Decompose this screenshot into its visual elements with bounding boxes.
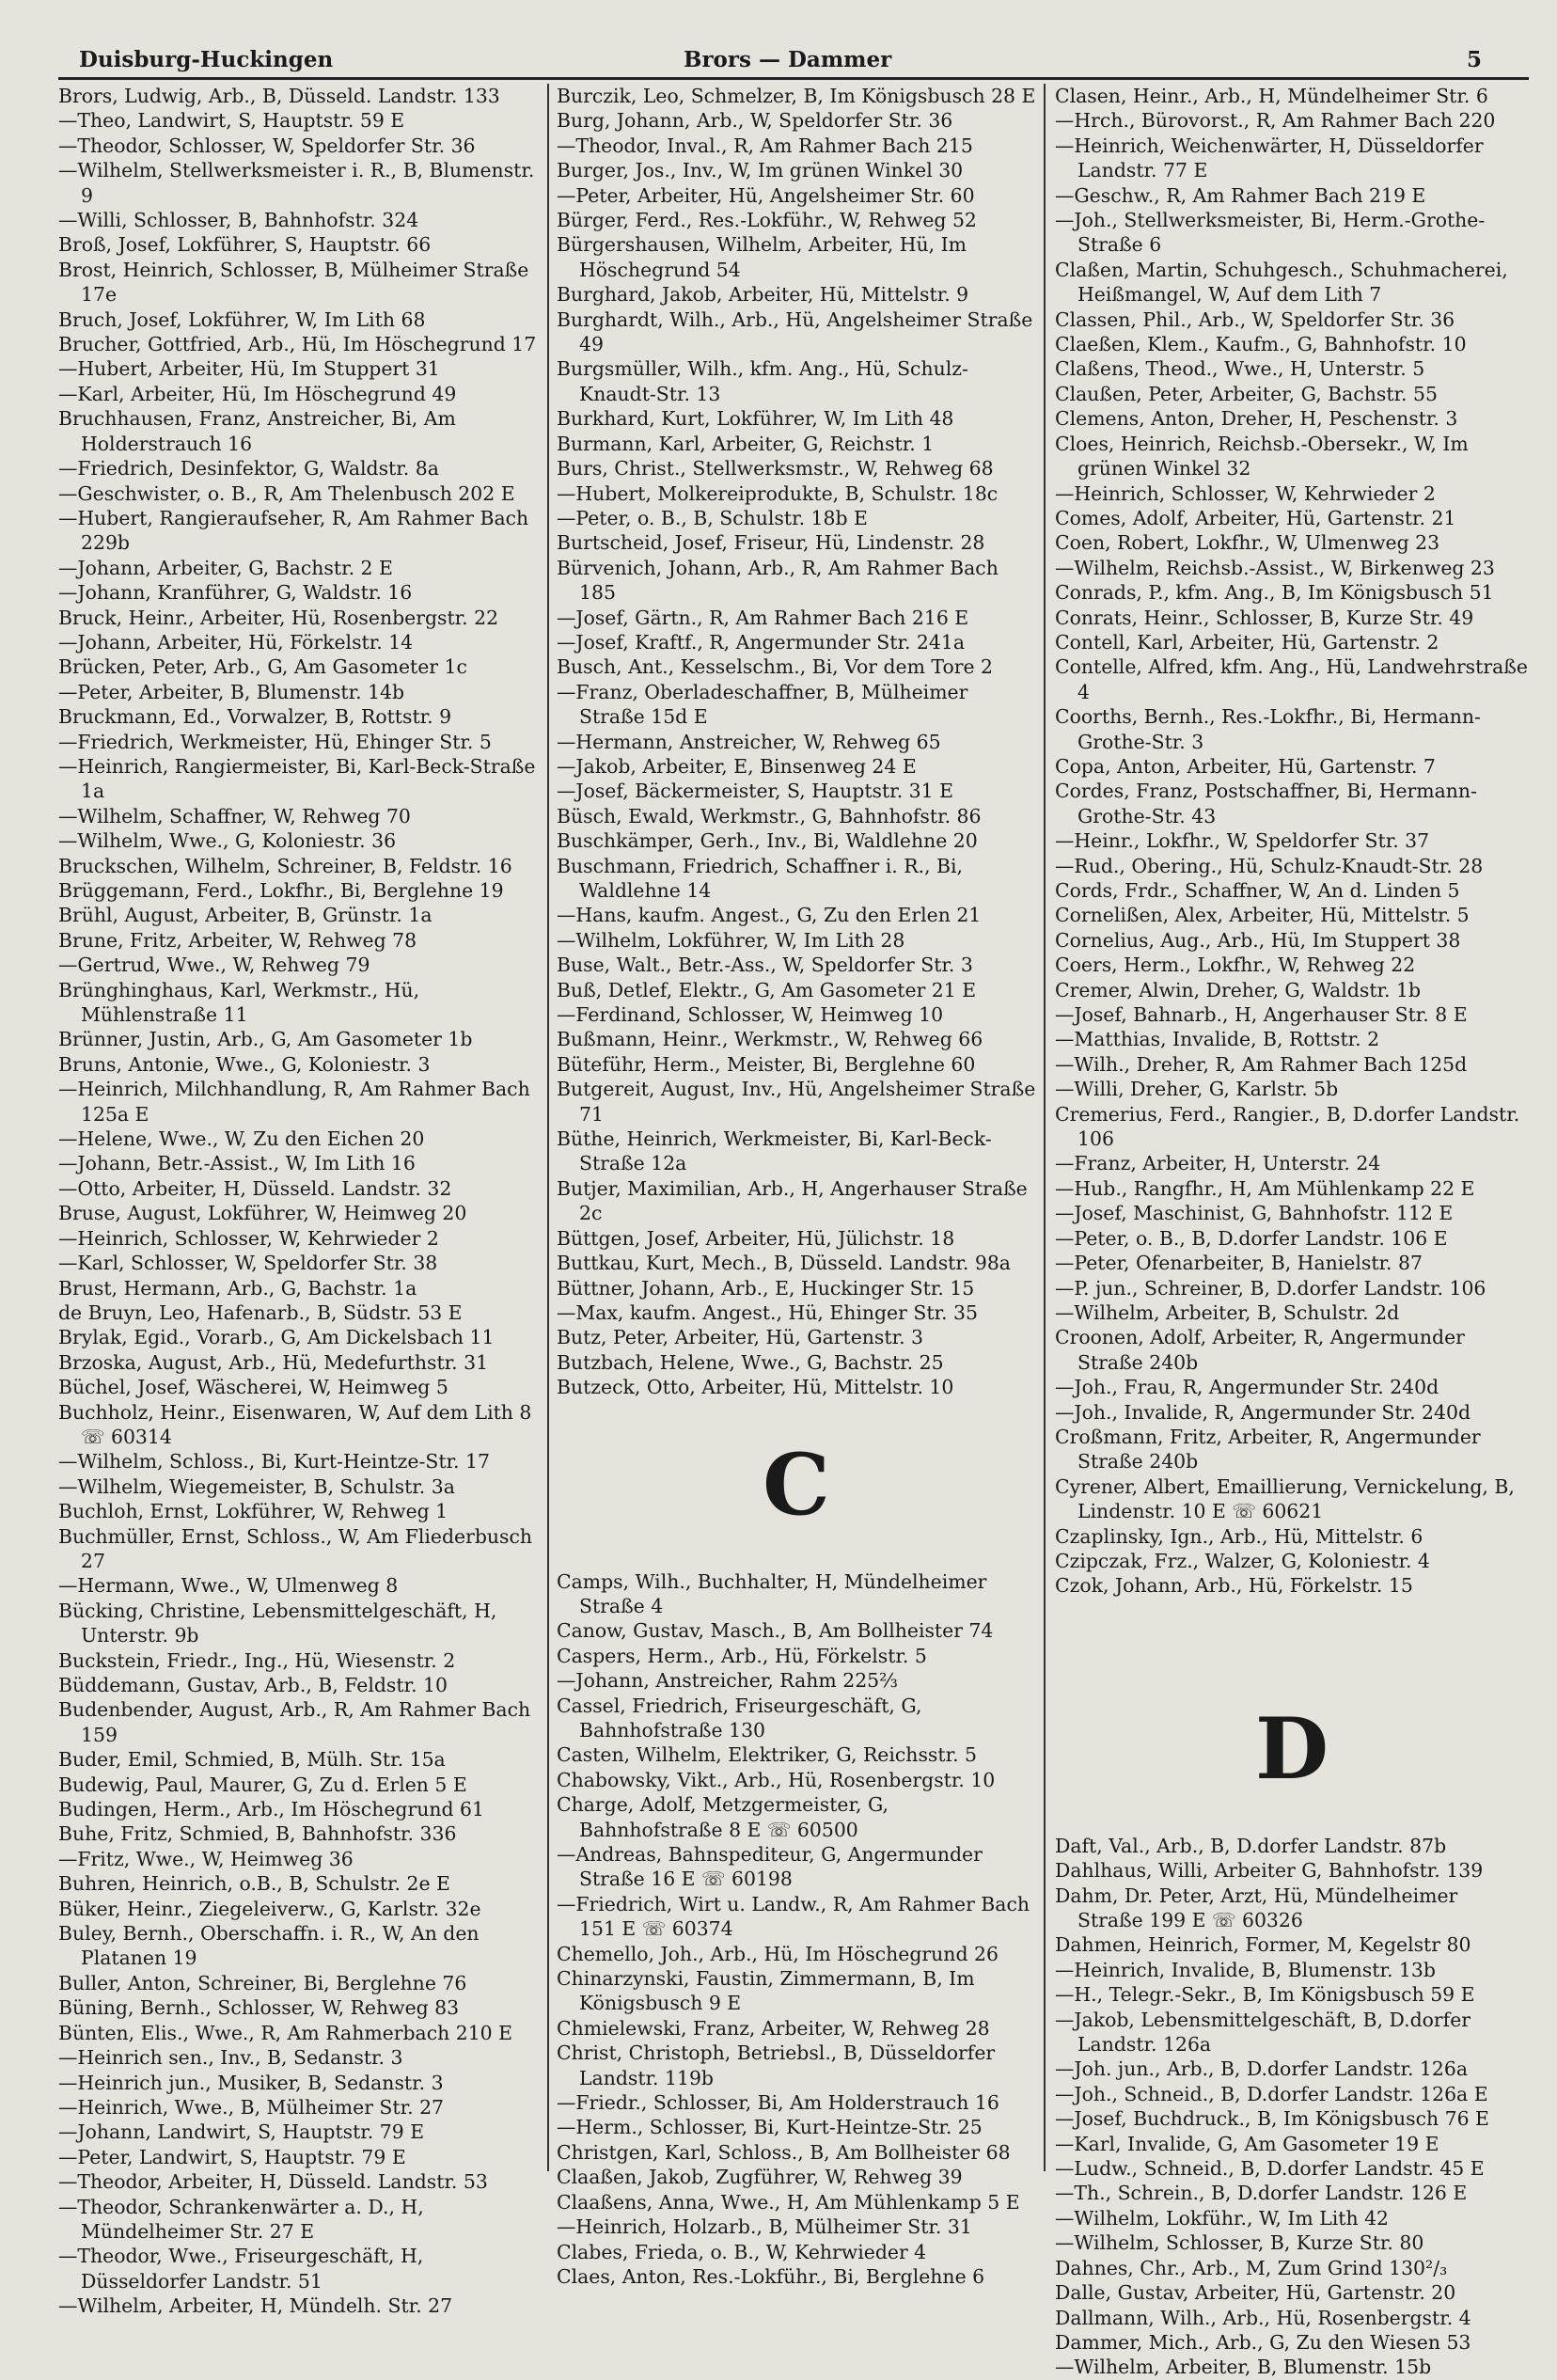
directory-entry: —Josef, Kraftf., R, Angermunder Str. 241a: [557, 630, 965, 654]
directory-entry: Cords, Frdr., Schaffner, W, An d. Linden 5: [1055, 879, 1460, 902]
directory-entry: Burkhard, Kurt, Lokführer, W, Im Lith 48: [557, 407, 954, 431]
directory-entry: Cornelius, Aug., Arb., Hü, Im Stuppert 38: [1055, 928, 1461, 952]
directory-entry: —Wilhelm, Schaffner, W, Rehweg 70: [58, 804, 411, 827]
directory-entry: —Joh., Schneid., B, D.dorfer Landstr. 126a E: [1055, 2082, 1488, 2105]
directory-entry: —Hrch., Bürovorst., R, Am Rahmer Bach 220: [1055, 109, 1496, 133]
directory-entry: Claßens, Theod., Wwe., H, Unterstr. 5: [1055, 357, 1425, 381]
directory-entry: Brust, Hermann, Arb., G, Bachstr. 1a: [58, 1276, 417, 1300]
directory-entry: Christgen, Karl, Schloss., B, Am Bollheister 68: [557, 2140, 1011, 2164]
directory-entry: —Hubert, Arbeiter, Hü, Im Stuppert 31: [58, 357, 440, 381]
directory-entry: Bruckschen, Wilhelm, Schreiner, B, Feldstr. 16: [58, 854, 512, 877]
directory-entry: —Willi, Dreher, G, Karlstr. 5b: [1055, 1078, 1339, 1101]
directory-entry: —Theodor, Inval., R, Am Rahmer Bach 215: [557, 134, 973, 157]
directory-entry: —Wilhelm, Lokführ., W, Im Lith 42: [1055, 2206, 1390, 2230]
directory-entry: —Franz, Arbeiter, H, Unterstr. 24: [1055, 1152, 1381, 1175]
directory-entry: —Heinrich, Wwe., B, Mülheimer Str. 27: [58, 2095, 445, 2119]
directory-entry: Brors, Ludwig, Arb., B, Düsseld. Landstr. 133: [58, 85, 500, 107]
directory-entry: Cordes, Franz, Postschaffner, Bi, Hermann-Grothe-Str. 43: [1055, 780, 1477, 827]
directory-entry: Brucher, Gottfried, Arb., Hü, Im Höschegrund 17: [58, 333, 537, 356]
directory-entry: Brylak, Egid., Vorarb., G, Am Dickelsbach 11: [58, 1326, 495, 1349]
directory-entry: Clemens, Anton, Dreher, H, Peschenstr. 3: [1055, 407, 1458, 431]
directory-entry: —Willi, Schlosser, B, Bahnhofstr. 324: [58, 209, 419, 232]
directory-entry: Buschmann, Friedrich, Schaffner i. R., Bi, Waldlehne 14: [557, 854, 964, 902]
directory-entry: Burs, Christ., Stellwerksmstr., W, Rehweg 68: [557, 457, 994, 481]
directory-entry: —Josef, Gärtn., R, Am Rahmer Bach 216 E: [557, 606, 969, 629]
directory-entry: —Wilhelm, Reichsb.-Assist., W, Birkenweg 23: [1055, 556, 1495, 579]
directory-entry: Daft, Val., Arb., B, D.dorfer Landstr. 87b: [1055, 1834, 1447, 1857]
directory-entry: —Heinrich jun., Musiker, B, Sedanstr. 3: [58, 2071, 444, 2094]
directory-entry: —Jakob, Arbeiter, E, Binsenweg 24 E: [557, 754, 917, 778]
directory-entry: Chmielewski, Franz, Arbeiter, W, Rehweg 28: [557, 2016, 990, 2040]
directory-entry: Bücking, Christine, Lebensmittelgeschäft, H, Unterstr. 9b: [58, 1599, 497, 1647]
directory-entry: —Peter, Arbeiter, Hü, Angelsheimer Str. 60: [557, 183, 975, 207]
directory-entry: Coen, Robert, Lokfhr., W, Ulmenweg 23: [1055, 531, 1440, 555]
column-2: [547, 84, 1044, 2288]
entry-list-c: [557, 1569, 1036, 2290]
directory-entry: Bünten, Elis., Wwe., R, Am Rahmerbach 210 E: [58, 2021, 513, 2044]
directory-entry: —Ferdinand, Schlosser, W, Heimweg 10: [557, 1003, 944, 1027]
directory-entry: —Helene, Wwe., W, Zu den Eichen 20: [58, 1127, 425, 1151]
directory-entry: Classen, Phil., Arb., W, Speldorfer Str. 36: [1055, 307, 1455, 331]
entry-list-d: [1055, 1834, 1529, 2380]
directory-entry: Bruse, August, Lokführer, W, Heimweg 20: [58, 1202, 467, 1225]
directory-entry: Conrads, P., kfm. Ang., B, Im Königsbusch 51: [1055, 581, 1494, 605]
directory-entry: —Friedr., Schlosser, Bi, Am Holderstrauch 16: [557, 2091, 999, 2115]
directory-entry: —Heinrich, Weichenwärter, H, Düsseldorfer Landstr. 77 E: [1055, 134, 1484, 182]
directory-entry: Dahnes, Chr., Arb., M, Zum Grind 130²/₃: [1055, 2256, 1448, 2279]
directory-entry: Coers, Herm., Lokfhr., W, Rehweg 22: [1055, 954, 1416, 977]
directory-entry: Dahm, Dr. Peter, Arzt, Hü, Mündelheimer Straße 199 E ☏ 60326: [1055, 1884, 1458, 1931]
directory-entry: Buckstein, Friedr., Ing., Hü, Wiesenstr. 2: [58, 1648, 456, 1672]
directory-entry: Cremerius, Ferd., Rangier., B, D.dorfer Landstr. 106: [1055, 1102, 1520, 1151]
directory-entry: —Josef, Bäckermeister, S, Hauptstr. 31 E: [557, 780, 953, 803]
directory-entry: —Theo, Landwirt, S, Hauptstr. 59 E: [58, 109, 405, 133]
directory-entry: —Theodor, Arbeiter, H, Düsseld. Landstr. 53: [58, 2170, 488, 2194]
directory-entry: —Max, kaufm. Angest., Hü, Ehinger Str. 35: [557, 1300, 978, 1324]
directory-entry: —Wilhelm, Arbeiter, B, Blumenstr. 15b: [1055, 2356, 1432, 2379]
directory-entry: —Johann, Arbeiter, G, Bachstr. 2 E: [58, 556, 393, 579]
directory-entry: —Hub., Rangfhr., H, Am Mühlenkamp 22 E: [1055, 1176, 1475, 1200]
directory-entry: —Wilhelm, Arbeiter, H, Mündelh. Str. 27: [58, 2294, 453, 2318]
directory-entry: Buchloh, Ernst, Lokführer, W, Rehweg 1: [58, 1500, 448, 1523]
directory-entry: —Heinrich, Schlosser, W, Kehrwieder 2: [58, 1226, 439, 1250]
entry-list: [58, 84, 540, 2319]
directory-entry: Buttkau, Kurt, Mech., B, Düsseld. Landstr. 98a: [557, 1252, 1011, 1275]
directory-entry: —Peter, o. B., B, Schulstr. 18b E: [557, 506, 868, 529]
directory-entry: —Peter, Landwirt, S, Hauptstr. 79 E: [58, 2145, 406, 2168]
directory-entry: Bruns, Antonie, Wwe., G, Koloniestr. 3: [58, 1052, 431, 1076]
directory-entry: Brzoska, August, Arb., Hü, Medefurthstr. 31: [58, 1350, 489, 1374]
directory-entry: Brune, Fritz, Arbeiter, W, Rehweg 78: [58, 928, 417, 952]
directory-entry: Comes, Adolf, Arbeiter, Hü, Gartenstr. 21: [1055, 506, 1456, 529]
directory-entry: —Josef, Maschinist, G, Bahnhofstr. 112 E: [1055, 1202, 1454, 1225]
column-3: [1044, 84, 1529, 2379]
directory-entry: —Johann, Anstreicher, Rahm 225⅔: [557, 1669, 898, 1693]
directory-entry: —Josef, Bahnarb., H, Angerhauser Str. 8 E: [1055, 1003, 1468, 1027]
directory-entry: Bürvenich, Johann, Arb., R, Am Rahmer Bach 185: [557, 556, 999, 605]
directory-entry: Budenbender, August, Arb., R, Am Rahmer Bach 159: [58, 1698, 531, 1746]
directory-entry: —Wilhelm, Arbeiter, B, Schulstr. 2d: [1055, 1300, 1400, 1324]
directory-entry: Claeßen, Klem., Kaufm., G, Bahnhofstr. 10: [1055, 333, 1467, 356]
directory-entry: —Johann, Betr.-Assist., W, Im Lith 16: [58, 1152, 416, 1175]
directory-entry: Brünghinghaus, Karl, Werkmstr., Hü, Mühlenstraße 11: [58, 978, 420, 1027]
directory-entry: Chabowsky, Vikt., Arb., Hü, Rosenbergstr. 10: [557, 1768, 996, 1791]
directory-entry: —Theodor, Schrankenwärter a. D., H, Mündelheimer Str. 27 E: [58, 2195, 424, 2243]
directory-entry: —Johann, Kranführer, G, Waldstr. 16: [58, 581, 413, 605]
directory-entry: Butz, Peter, Arbeiter, Hü, Gartenstr. 3: [557, 1326, 924, 1349]
directory-entry: —Heinrich, Rangiermeister, Bi, Karl-Beck-Straße 1a: [58, 754, 536, 803]
directory-entry: —Hubert, Rangieraufseher, R, Am Rahmer Bach 229b: [58, 506, 529, 555]
directory-entry: Bruck, Heinr., Arbeiter, Hü, Rosenbergstr. 22: [58, 606, 499, 629]
header-name-range: Brors — Dammer: [684, 47, 892, 72]
directory-entry: Butzeck, Otto, Arbeiter, Hü, Mittelstr. 10: [557, 1376, 954, 1399]
directory-entry: —Peter, o. B., B, D.dorfer Landstr. 106 E: [1055, 1226, 1448, 1250]
directory-entry: —Joh., Stellwerksmeister, Bi, Herm.-Grothe-Straße 6: [1055, 209, 1486, 257]
directory-entry: Czipczak, Frz., Walzer, G, Koloniestr. 4: [1055, 1549, 1430, 1572]
directory-entry: Buchmüller, Ernst, Schloss., W, Am Fliederbusch 27: [58, 1524, 533, 1572]
directory-entry: Dammer, Mich., Arb., G, Zu den Wiesen 53: [1055, 2330, 1471, 2354]
directory-entry: —Wilh., Dreher, R, Am Rahmer Bach 125d: [1055, 1052, 1468, 1076]
directory-entry: —Heinrich, Schlosser, W, Kehrwieder 2: [1055, 481, 1436, 505]
directory-entry: Büttgen, Josef, Arbeiter, Hü, Jülichstr. 18: [557, 1226, 955, 1250]
directory-entry: Buß, Detlef, Elektr., G, Am Gasometer 21 E: [557, 978, 977, 1001]
entry-list: [557, 84, 1036, 1400]
directory-entry: Chemello, Joh., Arb., Hü, Im Höschegrund 26: [557, 1942, 999, 1965]
directory-entry: Brühl, August, Arbeiter, B, Grünstr. 1a: [58, 904, 432, 927]
directory-entry: Burtscheid, Josef, Friseur, Hü, Lindenstr. 28: [557, 531, 985, 555]
directory-entry: Burgsmüller, Wilh., kfm. Ang., Hü, Schulz-Knaudt-Str. 13: [557, 357, 968, 405]
directory-entry: Clabes, Frieda, o. B., W, Kehrwieder 4: [557, 2240, 927, 2263]
directory-entry: Chinarzynski, Faustin, Zimmermann, B, Im Königsbusch 9 E: [557, 1967, 975, 2015]
directory-entry: Büchel, Josef, Wäscherei, W, Heimweg 5: [58, 1376, 448, 1399]
directory-entry: Butzbach, Helene, Wwe., G, Bachstr. 25: [557, 1350, 944, 1374]
directory-entry: Bruckmann, Ed., Vorwalzer, B, Rottstr. 9: [58, 705, 452, 729]
section-letter-c: C: [763, 1434, 830, 1535]
directory-entry: —Heinrich sen., Inv., B, Sedanstr. 3: [58, 2046, 403, 2070]
directory-entry: Contelle, Alfred, kfm. Ang., Hü, Landwehrstraße 4: [1055, 655, 1528, 703]
directory-entry: Butgereit, August, Inv., Hü, Angelsheimer Straße 71: [557, 1078, 1036, 1126]
directory-entry: —Friedrich, Desinfektor, G, Waldstr. 8a: [58, 457, 439, 481]
directory-entry: —Geschwister, o. B., R, Am Thelenbusch 202 E: [58, 481, 515, 505]
directory-entry: Cyrener, Albert, Emaillierung, Vernickelung, B, Lindenstr. 10 E ☏ 60621: [1055, 1474, 1515, 1523]
directory-entry: de Bruyn, Leo, Hafenarb., B, Südstr. 53 E: [58, 1300, 463, 1324]
directory-entry: Bürger, Ferd., Res.-Lokführ., W, Rehweg 52: [557, 209, 977, 232]
directory-entry: —Wilhelm, Wiegemeister, B, Schulstr. 3a: [58, 1474, 455, 1498]
directory-entry: Claußen, Peter, Arbeiter, G, Bachstr. 55: [1055, 382, 1438, 405]
directory-entry: —Friedrich, Werkmeister, Hü, Ehinger Str. 5: [58, 730, 492, 753]
directory-entry: —Joh., Invalide, R, Angermunder Str. 240d: [1055, 1400, 1471, 1424]
directory-entry: —Jakob, Lebensmittelgeschäft, B, D.dorfer Landstr. 126a: [1055, 2008, 1471, 2057]
directory-entry: —Fritz, Wwe., W, Heimweg 36: [58, 1847, 354, 1870]
directory-columns: [58, 84, 1529, 2379]
directory-entry: Claes, Anton, Res.-Lokführ., Bi, Berglehne 6: [557, 2264, 985, 2288]
directory-entry: Bruch, Josef, Lokführer, W, Im Lith 68: [58, 307, 426, 331]
directory-entry: Croßmann, Fritz, Arbeiter, R, Angermunder Straße 240b: [1055, 1425, 1481, 1474]
directory-entry: —Heinrich, Invalide, B, Blumenstr. 13b: [1055, 1958, 1436, 1981]
directory-entry: Brünner, Justin, Arb., G, Am Gasometer 1b: [58, 1028, 473, 1051]
directory-entry: —Herm., Schlosser, Bi, Kurt-Heintze-Str. 25: [557, 2116, 983, 2139]
directory-entry: —Hans, kaufm. Angest., G, Zu den Erlen 21: [557, 904, 982, 927]
directory-entry: —Andreas, Bahnspediteur, G, Angermunder Straße 16 E ☏ 60198: [557, 1843, 983, 1891]
directory-entry: Dalle, Gustav, Arbeiter, Hü, Gartenstr. 20: [1055, 2281, 1456, 2305]
directory-entry: —Hermann, Anstreicher, W, Rehweg 65: [557, 730, 941, 753]
directory-entry: Camps, Wilh., Buchhalter, H, Mündelheimer Straße 4: [557, 1569, 987, 1617]
directory-entry: —Wilhelm, Schlosser, B, Kurze Str. 80: [1055, 2231, 1424, 2255]
directory-entry: Dahmen, Heinrich, Former, M, Kegelstr 80: [1055, 1933, 1471, 1957]
directory-entry: Büsch, Ewald, Werkmstr., G, Bahnhofstr. 86: [557, 804, 982, 827]
directory-entry: Büddemann, Gustav, Arb., B, Feldstr. 10: [58, 1674, 448, 1696]
directory-entry: Canow, Gustav, Masch., B, Am Bollheister 74: [557, 1619, 994, 1643]
directory-entry: Cremer, Alwin, Dreher, G, Waldstr. 1b: [1055, 978, 1422, 1001]
directory-entry: —Wilhelm, Stellwerksmeister i. R., B, Blumenstr. 9: [58, 159, 535, 207]
directory-entry: —Matthias, Invalide, B, Rottstr. 2: [1055, 1028, 1380, 1051]
directory-entry: Claaßen, Jakob, Zugführer, W, Rehweg 39: [557, 2166, 963, 2189]
directory-entry: —Wilhelm, Wwe., G, Koloniestr. 36: [58, 829, 397, 853]
directory-entry: Coorths, Bernh., Res.-Lokfhr., Bi, Hermann-Grothe-Str. 3: [1055, 705, 1481, 753]
directory-entry: Brücken, Peter, Arb., G, Am Gasometer 1c: [58, 655, 467, 679]
directory-entry: —Ludw., Schneid., B, D.dorfer Landstr. 45 E: [1055, 2157, 1485, 2181]
directory-entry: Buhren, Heinrich, o.B., B, Schulstr. 2e E: [58, 1872, 450, 1896]
directory-entry: Claaßens, Anna, Wwe., H, Am Mühlenkamp 5 E: [557, 2190, 1020, 2214]
directory-entry: —Geschw., R, Am Rahmer Bach 219 E: [1055, 183, 1426, 207]
directory-entry: Burger, Jos., Inv., W, Im grünen Winkel 30: [557, 159, 964, 182]
directory-entry: Buley, Bernh., Oberschaffn. i. R., W, An den Platanen 19: [58, 1922, 480, 1970]
directory-entry: Christ, Christoph, Betriebsl., B, Düsseldorfer Landstr. 119b: [557, 2041, 996, 2089]
directory-entry: —Friedrich, Wirt u. Landw., R, Am Rahmer Bach 151 E ☏ 60374: [557, 1892, 1030, 1941]
directory-entry: Budingen, Herm., Arb., Im Höschegrund 61: [58, 1798, 484, 1821]
directory-entry: Broß, Josef, Lokführer, S, Hauptstr. 66: [58, 233, 432, 257]
directory-entry: Burghard, Jakob, Arbeiter, Hü, Mittelstr. 9: [557, 283, 969, 307]
directory-entry: —Josef, Buchdruck., B, Im Königsbusch 76 E: [1055, 2107, 1489, 2131]
directory-entry: Buder, Emil, Schmied, B, Mülh. Str. 15a: [58, 1748, 446, 1772]
directory-entry: —Franz, Oberladeschaffner, B, Mülheimer Straße 15d E: [557, 680, 968, 729]
directory-entry: —Theodor, Wwe., Friseurgeschäft, H, Düsseldorfer Landstr. 51: [58, 2245, 424, 2293]
directory-entry: —H., Telegr.-Sekr., B, Im Königsbusch 59 E: [1055, 1983, 1475, 2007]
directory-entry: Brost, Heinrich, Schlosser, B, Mülheimer Straße 17e: [58, 258, 529, 307]
directory-entry: —Wilhelm, Lokführer, W, Im Lith 28: [557, 928, 905, 952]
directory-entry: Charge, Adolf, Metzgermeister, G, Bahnhofstraße 8 E ☏ 60500: [557, 1793, 889, 1841]
directory-entry: —Karl, Invalide, G, Am Gasometer 19 E: [1055, 2132, 1439, 2155]
directory-entry: Cassel, Friedrich, Friseurgeschäft, G, Bahnhofstraße 130: [557, 1694, 922, 1742]
directory-entry: Casten, Wilhelm, Elektriker, G, Reichsstr. 5: [557, 1743, 978, 1767]
directory-entry: —Heinrich, Milchhandlung, R, Am Rahmer Bach 125a E: [58, 1078, 530, 1126]
directory-entry: Copa, Anton, Arbeiter, Hü, Gartenstr. 7: [1055, 754, 1436, 778]
directory-entry: Burghardt, Wilh., Arb., Hü, Angelsheimer Straße 49: [557, 307, 1033, 356]
directory-entry: Büning, Bernh., Schlosser, W, Rehweg 83: [58, 1996, 460, 2020]
directory-entry: Buse, Walt., Betr.-Ass., W, Speldorfer Str. 3: [557, 954, 973, 977]
directory-entry: Bruchhausen, Franz, Anstreicher, Bi, Am Holderstrauch 16: [58, 407, 456, 455]
directory-entry: Dallmann, Wilh., Arb., Hü, Rosenbergstr. 4: [1055, 2306, 1471, 2329]
directory-entry: Caspers, Herm., Arb., Hü, Förkelstr. 5: [557, 1644, 927, 1667]
directory-entry: —Gertrud, Wwe., W, Rehweg 79: [58, 954, 370, 977]
directory-entry: Buller, Anton, Schreiner, Bi, Berglehne 76: [58, 1971, 467, 1994]
page-number: 5: [1466, 47, 1482, 72]
page-header: [58, 45, 1529, 80]
directory-entry: Contell, Karl, Arbeiter, Hü, Gartenstr. 2: [1055, 630, 1439, 654]
directory-entry: Brüggemann, Ferd., Lokfhr., Bi, Berglehne 19: [58, 879, 504, 902]
directory-entry: —Hubert, Molkereiprodukte, B, Schulstr. 18c: [557, 481, 999, 505]
directory-entry: —Johann, Arbeiter, Hü, Förkelstr. 14: [58, 630, 414, 654]
directory-entry: Büteführ, Herm., Meister, Bi, Berglehne 60: [557, 1052, 976, 1076]
directory-entry: Büttner, Johann, Arb., E, Huckinger Str. 15: [557, 1276, 975, 1300]
directory-entry: —Wilhelm, Schloss., Bi, Kurt-Heintze-Str. 17: [58, 1450, 490, 1474]
directory-entry: —Rud., Obering., Hü, Schulz-Knaudt-Str. 28: [1055, 854, 1484, 877]
directory-entry: Burczik, Leo, Schmelzer, B, Im Königsbusch 28 E: [557, 85, 1036, 107]
directory-entry: Butjer, Maximilian, Arb., H, Angerhauser Straße 2c: [557, 1176, 1028, 1225]
entry-list: [1055, 84, 1529, 1599]
directory-entry: —Theodor, Schlosser, W, Speldorfer Str. 36: [58, 134, 476, 157]
directory-entry: Büker, Heinr., Ziegeleiverw., G, Karlstr. 32e: [58, 1897, 481, 1920]
directory-entry: Bußmann, Heinr., Werkmstr., W, Rehweg 66: [557, 1028, 983, 1051]
directory-entry: Claßen, Martin, Schuhgesch., Schuhmacherei, Heißmangel, W, Auf dem Lith 7: [1055, 258, 1508, 307]
directory-entry: —P. jun., Schreiner, B, D.dorfer Landstr. 106: [1055, 1276, 1486, 1300]
directory-entry: Czaplinsky, Ign., Arb., Hü, Mittelstr. 6: [1055, 1524, 1423, 1548]
directory-entry: —Hermann, Wwe., W, Ulmenweg 8: [58, 1574, 399, 1598]
directory-entry: Burg, Johann, Arb., W, Speldorfer Str. 36: [557, 109, 953, 133]
directory-entry: Conrats, Heinr., Schlosser, B, Kurze Str. 49: [1055, 606, 1474, 629]
directory-entry: —Karl, Arbeiter, Hü, Im Höschegrund 49: [58, 382, 457, 405]
directory-entry: Croonen, Adolf, Arbeiter, R, Angermunder Straße 240b: [1055, 1326, 1465, 1374]
directory-entry: Bürgershausen, Wilhelm, Arbeiter, Hü, Im Höschegrund 54: [557, 233, 967, 281]
column-1: [58, 84, 547, 2318]
directory-entry: —Heinr., Lokfhr., W, Speldorfer Str. 37: [1055, 829, 1430, 853]
directory-entry: Büthe, Heinrich, Werkmeister, Bi, Karl-Beck-Straße 12a: [557, 1127, 992, 1175]
directory-entry: Dahlhaus, Willi, Arbeiter G, Bahnhofstr. 139: [1055, 1859, 1484, 1883]
header-locality: Duisburg-Huckingen: [79, 47, 334, 72]
directory-entry: —Peter, Arbeiter, B, Blumenstr. 14b: [58, 680, 405, 703]
directory-entry: Buchholz, Heinr., Eisenwaren, W, Auf dem Lith 8 ☏ 60314: [58, 1400, 532, 1448]
directory-entry: Czok, Johann, Arb., Hü, Förkelstr. 15: [1055, 1574, 1413, 1598]
directory-entry: Cornelißen, Alex, Arbeiter, Hü, Mittelstr. 5: [1055, 904, 1470, 927]
directory-entry: Budewig, Paul, Maurer, G, Zu d. Erlen 5 E: [58, 1773, 467, 1796]
directory-entry: Buschkämper, Gerh., Inv., Bi, Waldlehne 20: [557, 829, 978, 853]
directory-entry: —Johann, Landwirt, S, Hauptstr. 79 E: [58, 2120, 425, 2144]
section-letter-d: D: [1254, 1698, 1329, 1799]
directory-entry: Busch, Ant., Kesselschm., Bi, Vor dem Tore 2: [557, 655, 993, 679]
directory-entry: —Peter, Ofenarbeiter, B, Hanielstr. 87: [1055, 1252, 1423, 1275]
directory-entry: —Joh., Frau, R, Angermunder Str. 240d: [1055, 1376, 1439, 1399]
directory-entry: —Heinrich, Holzarb., B, Mülheimer Str. 31: [557, 2215, 972, 2239]
directory-entry: Clasen, Heinr., Arb., H, Mündelheimer Str. 6: [1055, 85, 1488, 107]
directory-entry: —Th., Schrein., B, D.dorfer Landstr. 126 E: [1055, 2182, 1468, 2205]
directory-entry: —Joh. jun., Arb., B, D.dorfer Landstr. 126a: [1055, 2057, 1468, 2081]
directory-entry: Buhe, Fritz, Schmied, B, Bahnhofstr. 336: [58, 1822, 457, 1846]
directory-entry: —Otto, Arbeiter, H, Düsseld. Landstr. 32: [58, 1176, 452, 1200]
directory-entry: Burmann, Karl, Arbeiter, G, Reichstr. 1: [557, 432, 935, 455]
directory-entry: Cloes, Heinrich, Reichsb.-Obersekr., W, Im grünen Winkel 32: [1055, 432, 1469, 481]
directory-entry: —Karl, Schlosser, W, Speldorfer Str. 38: [58, 1252, 438, 1275]
